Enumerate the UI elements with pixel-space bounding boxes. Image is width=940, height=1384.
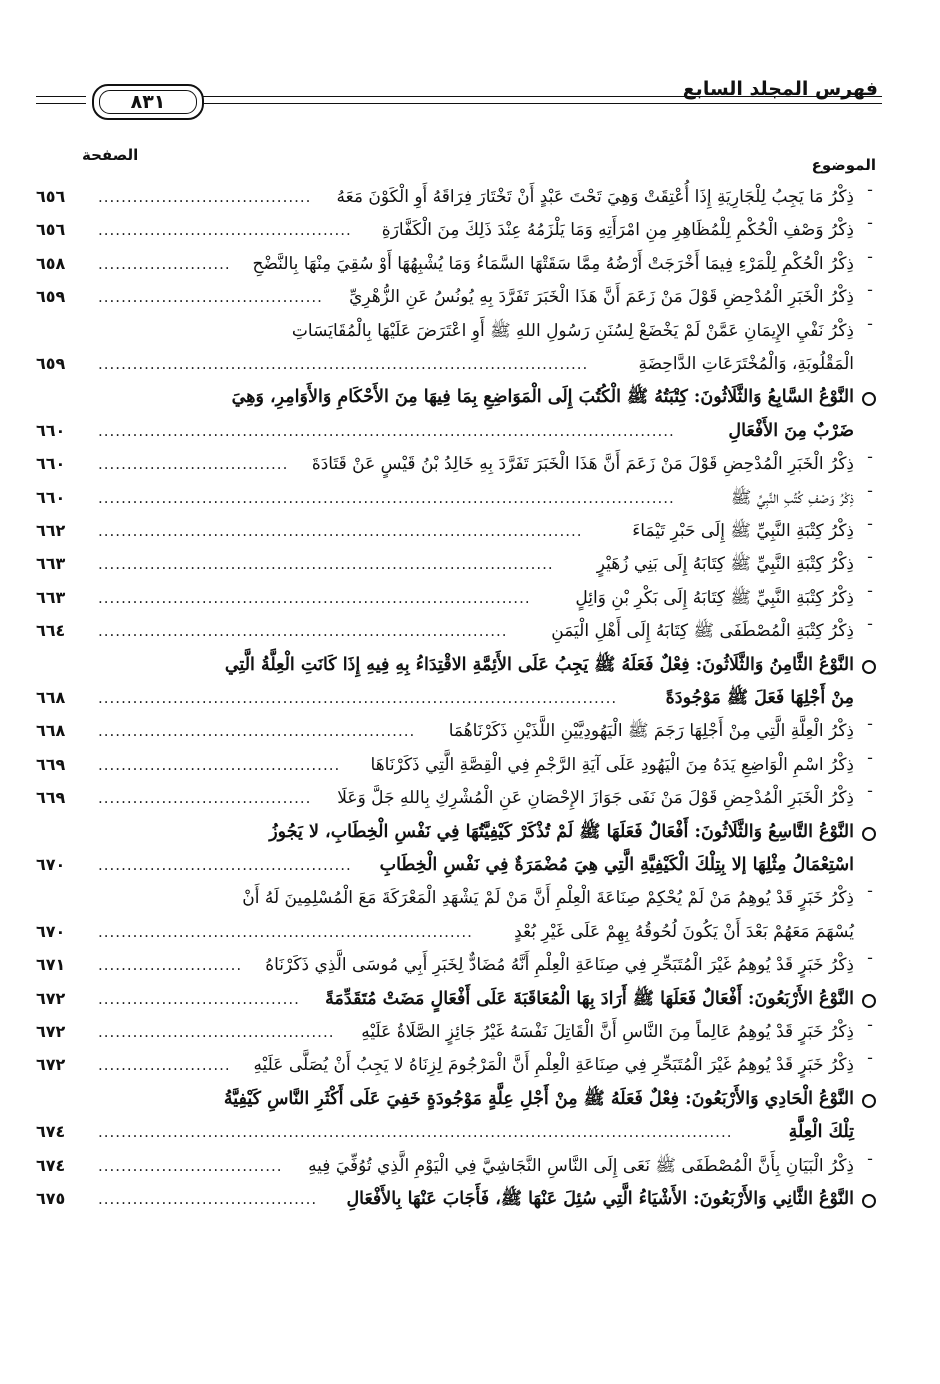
index-entry	[36, 614, 880, 647]
dash-bullet-icon: -	[867, 948, 873, 968]
entry-text-line: ذِكْرُ مَا يَجِبُ لِلْجَارِيَةِ إِذَا أُعْتِقَتْ وَهِيَ تَحْتَ عَبْدٍ أَنْ تَخْتَارَ فِرَاقَهُ أَوِ الْكَوْنَ مَعَهُ	[336, 187, 854, 207]
index-entry	[36, 314, 880, 381]
leader-dots: ....................................................................................................	[98, 488, 675, 507]
leader-dots: .......................................................................	[98, 622, 508, 641]
dash-bullet-icon: -	[867, 246, 873, 266]
index-entry	[36, 1048, 880, 1081]
entry-page-number: ٦٧٠	[36, 854, 66, 874]
circle-bullet-icon	[862, 1194, 876, 1208]
entry-text-line: يُسْهَمَ مَعَهُمْ بَعْدَ أَنْ يَكُونَ لُحُوقُهُ بِهِمْ عَلَى غَيْرِ بُعْدٍ	[514, 921, 854, 942]
leader-dots: .......................	[98, 254, 231, 273]
entry-text-line: ذِكْرُ خَبَرٍ قَدْ يُوهِمُ عَالِماً مِنَ النَّاسِ أَنَّ الْقَاتِلَ نَفْسَهُ غَيْرُ جَائِزٍ الصَّلَاةُ عَلَيْهِ	[361, 1022, 854, 1042]
entry-page-number: ٦٦٠	[36, 420, 66, 440]
index-section-heading	[36, 648, 880, 715]
entry-page-number: ٦٧٠	[36, 921, 66, 941]
index-entry	[36, 247, 880, 280]
entry-text-line: النَّوْعُ السَّابِعُ وَالثَّلَاثُونَ: كِتْبَتُهُ ﷺ الْكُتُبَ إِلَى الْمَوَاضِعِ بِمَا فِيهَا مِنَ الأَحْكَامِ وَالأَوَامِرِ، وَهِيَ	[231, 387, 854, 408]
dash-bullet-icon: -	[867, 480, 873, 500]
leader-dots: .................................................................	[98, 922, 473, 941]
circle-bullet-icon	[862, 827, 876, 841]
page-number: ٨٣١	[99, 90, 197, 114]
leader-dots: ............................................	[98, 221, 352, 240]
leader-dots: ............................................	[98, 855, 352, 874]
entry-text-line: ذِكْرُ وَصْفِ كُتُبِ النَّبِيِّ ﷺ	[730, 487, 854, 508]
circle-bullet-icon	[862, 1094, 876, 1108]
leader-dots: .....................................................................................	[98, 354, 589, 373]
dash-bullet-icon: -	[867, 1015, 873, 1034]
leader-dots: ..........................................................................................	[98, 688, 618, 707]
leader-dots: .................................	[98, 455, 289, 474]
leader-dots: .......................................................	[98, 722, 416, 741]
dash-bullet-icon: -	[867, 313, 873, 333]
entry-text-line: مِنْ أَجْلِهَا فَعَلَ ﷺ مَوْجُودَةً	[665, 687, 854, 708]
leader-dots: ...................................	[98, 989, 300, 1008]
entry-text-line: ذِكْرُ خَبَرٍ قَدْ يُوهِمُ مَنْ لَمْ يُحْكِمْ صِنَاعَةَ الْعِلْمِ أَنَّ مَنْ لَمْ يَشْهَدِ الْمَعْرَكَةَ مَعَ الْمُسْلِمِينَ لَهُ أَنْ	[242, 888, 854, 909]
entry-page-number: ٦٦٨	[36, 721, 66, 741]
index-entry	[36, 1015, 880, 1048]
entry-page-number: ٦٦٣	[36, 554, 66, 574]
entry-text-line: اسْتِعْمَالُ مِثْلِهَا إلا بِتِلْكَ الْكَيْفِيَّةِ الَّتِي هِيَ مُضْمَرَةٌ فِي نَفْسِ الْخِطَابِ	[379, 854, 854, 875]
leader-dots: ....................................................................................	[98, 522, 583, 540]
leader-dots: ..........................................	[98, 755, 341, 774]
circle-bullet-icon	[862, 994, 876, 1008]
index-entry	[36, 781, 880, 814]
index-entry	[36, 748, 880, 781]
entry-text-line: ذِكْرُ خَبَرٍ قَدْ يُوهِمُ غَيْرَ الْمُتَبَحِّرِ فِي صِنَاعَةِ الْعِلْمِ أَنَّهُ مُضَادٌّ لِخَبَرِ أَبِي مُوسَى الَّذِي ذَكَرْنَاهُ	[265, 955, 854, 976]
leader-dots: .......................	[98, 1056, 231, 1075]
entry-page-number: ٦٦٩	[36, 754, 66, 774]
entry-text-line: تِلْكَ الْعِلَّةِ	[788, 1122, 854, 1143]
topic-column-heading: الموضوع	[811, 156, 876, 174]
entry-page-number: ٦٥٦	[36, 220, 66, 240]
dash-bullet-icon: -	[867, 1148, 873, 1168]
index-entry	[36, 514, 880, 547]
leader-dots: .....................................	[98, 789, 312, 808]
entry-page-number: ٦٧٤	[36, 1122, 66, 1142]
index-entry	[36, 1149, 880, 1182]
dash-bullet-icon: -	[867, 781, 873, 801]
entry-page-number: ٦٥٩	[36, 287, 66, 307]
leader-dots: ......................................	[98, 1190, 318, 1208]
entry-page-number: ٦٧٢	[36, 1055, 66, 1075]
entry-text-line: الْمَقْلُوبَةِ، وَالْمُخْتَرَعَاتِ الدَّاحِضَةِ	[638, 353, 854, 374]
entry-text-line: النَّوْعُ الأَرْبَعُونَ: أَفْعَالٌ فَعَلَهَا ﷺ أَرَادَ بِهَا الْمُعَاقَبَةَ عَلَى أَفْعَالٍ مَضَتْ مُتَقَدِّمَةً	[325, 988, 854, 1009]
page-column-heading: الصفحة	[82, 146, 139, 164]
running-header-title: فهرس المجلد السابع	[682, 78, 878, 100]
entry-text-line: النَّوْعُ التَّاسِعُ وَالثَّلَاثُونَ: أَفْعَالٌ فَعَلَهَا ﷺ لَمْ تُذْكَرْ كَيْفِيَّتُهَا فِي نَفْسِ الْخِطَابِ، لا يَجُوزُ	[269, 821, 854, 842]
leader-dots: .......................................	[98, 288, 323, 307]
entry-page-number: ٦٧٢	[36, 1022, 66, 1041]
dash-bullet-icon: -	[867, 580, 873, 600]
entry-page-number: ٦٥٩	[36, 353, 66, 373]
index-section-heading	[36, 1182, 880, 1215]
entry-text-line: ذِكْرُ خَبَرٍ قَدْ يُوهِمُ غَيْرَ الْمُتَبَحِّرِ فِي صِنَاعَةِ الْعِلْمِ أَنَّ الْمَرْجُومَ لِزِنَاهُ لا يَجِبُ أَنْ يُصَلَّى عَلَيْهِ	[253, 1055, 854, 1076]
entry-page-number: ٦٧٢	[36, 988, 66, 1008]
entry-text-line: النَّوْعُ الثَّامِنُ وَالثَّلَاثُونَ: فِعْلٌ فَعَلَهُ ﷺ يَجِبُ عَلَى الأَئِمَّةِ الاقْتِدَاءُ بِهِ فِيهِ إِذَا كَانَتِ الْعِلَّةُ الَّتِي	[224, 654, 854, 675]
entry-text-line: ذِكْرُ كِتْبَةِ الْمُصْطَفَى ﷺ كِتَابَهُ إِلَى أَهْلِ الْيَمَنِ	[551, 621, 854, 642]
entry-page-number: ٦٧٤	[36, 1155, 66, 1175]
index-entry	[36, 180, 880, 213]
index-entry	[36, 481, 880, 514]
dash-bullet-icon: -	[867, 180, 873, 199]
entry-page-number: ٦٧٥	[36, 1189, 66, 1208]
dash-bullet-icon: -	[867, 714, 873, 734]
entry-text-line: ذِكْرُ الْخَبَرِ الْمُدْحِضِ قَوْلَ مَنْ نَفَى جَوَازَ الإِحْصَانِ عَنِ الْمُشْرِكِ بِاللهِ جَلَّ وَعَلَا	[337, 788, 854, 809]
entry-text-line: ذِكْرُ اسْمِ الْوَاضِعِ يَدَهُ مِنَ الْيَهُودِ عَلَى آيَةِ الرَّجْمِ فِي الْقِصَّةِ الَّتِي ذَكَرْنَاهَا	[370, 754, 854, 775]
entry-text-line: ذِكْرُ الْعِلَّةِ الَّتِي مِنْ أَجْلِهَا رَجَمَ ﷺ الْيَهُودِيَّيْنِ اللَّذَيْنِ ذَكَرْنَاهُمَا	[448, 721, 854, 742]
index-entry	[36, 881, 880, 948]
index-entry	[36, 447, 880, 480]
leader-dots: .........................................	[98, 1023, 335, 1041]
entry-text-line: النَّوْعُ الثَّانِي وَالأَرْبَعُونَ: الأَشْيَاءُ الَّتِي سُئِلَ عَنْهَا ﷺ، فَأَجَابَ عَنْهَا بِالأَفْعَالِ	[346, 1189, 854, 1209]
index-entry	[36, 948, 880, 981]
dash-bullet-icon: -	[867, 447, 873, 467]
index-section-heading	[36, 815, 880, 882]
index-entry	[36, 547, 880, 580]
entry-text-line: ذِكْرُ الْخَبَرِ الْمُدْحِضِ قَوْلَ مَنْ زَعَمَ أَنَّ هَذَا الْخَبَرَ تَفَرَّدَ بِهِ يُونُسُ عَنِ الزُّهْرِيِّ	[349, 287, 854, 308]
entry-text-line: النَّوْعُ الْحَادِي وَالأَرْبَعُونَ: فِعْلٌ فَعَلَهُ ﷺ مِنْ أَجْلِ عِلَّةٍ مَوْجُودَةٍ خَفِيَ عَلَى أَكْثَرِ النَّاسِ كَيْفِيَّةُ	[223, 1088, 854, 1109]
dash-bullet-icon: -	[867, 614, 873, 634]
dash-bullet-icon: -	[867, 280, 873, 300]
entry-text-line: ذِكْرُ الْحُكْمِ لِلْمَرْءِ فِيمَا أَخْرَجَتْ أَرْضُهُ مِمَّا سَقَتْهَا السَّمَاءُ وَمَا يُشْبِهُهَا أَوْ سُقِيَ مِنْهَا بِالنَّضْحِ	[252, 253, 854, 274]
index-section-heading	[36, 1082, 880, 1149]
entry-page-number: ٦٦٣	[36, 587, 66, 607]
dash-bullet-icon: -	[867, 547, 873, 567]
entry-text-line: ذِكْرُ كِتْبَةِ النَّبِيِّ ﷺ إِلَى حَبْرِ تَيْمَاءَ	[632, 521, 854, 541]
entry-page-number: ٦٥٨	[36, 253, 66, 273]
leader-dots: .........................	[98, 956, 243, 975]
entry-text-line: ذِكْرُ الْخَبَرِ الْمُدْحِضِ قَوْلَ مَنْ زَعَمَ أَنَّ هَذَا الْخَبَرَ تَفَرَّدَ بِهِ خَالِدُ بْنُ قَيْسٍ عَنْ قَتَادَةَ	[311, 454, 854, 475]
dash-bullet-icon: -	[867, 881, 873, 901]
entry-page-number: ٦٦٨	[36, 687, 66, 707]
index-entry	[36, 213, 880, 246]
index-entry	[36, 714, 880, 747]
leader-dots: ..............................................................................................................	[98, 1123, 733, 1142]
entry-page-number: ٦٥٦	[36, 187, 66, 206]
entry-text-line: ذِكْرُ كِتْبَةِ النَّبِيِّ ﷺ كِتَابَهُ إِلَى بَنِي زُهَيْرٍ	[596, 554, 854, 575]
circle-bullet-icon	[862, 660, 876, 674]
index-section-heading	[36, 982, 880, 1015]
entry-page-number: ٦٦٢	[36, 521, 66, 540]
index-entry	[36, 280, 880, 313]
entry-page-number: ٦٦٤	[36, 621, 66, 641]
index-section-heading	[36, 380, 880, 447]
index-entry	[36, 581, 880, 614]
dash-bullet-icon: -	[867, 747, 873, 767]
dash-bullet-icon: -	[867, 1048, 873, 1068]
entry-page-number: ٦٦٠	[36, 487, 66, 507]
entry-text-line: ضَرْبٌ مِنَ الأَفْعَالِ	[728, 420, 854, 441]
entry-text-line: ذِكْرُ نَفْيِ الإِيمَانِ عَمَّنْ لَمْ يَخْضَعْ لِسُنَنِ رَسُولِ اللهِ ﷺ أَوِ اعْتَرَضَ عَلَيْهَا بِالْمُقَايَسَاتِ	[291, 320, 854, 341]
entry-page-number: ٦٦٠	[36, 454, 66, 474]
entry-text-line: ذِكْرُ كِتْبَةِ النَّبِيِّ ﷺ كِتَابَهُ إِلَى بَكْرِ بْنِ وَائِلٍ	[575, 587, 854, 608]
entry-text-line: ذِكْرُ وَصْفِ الْحُكْمِ لِلْمُظَاهِرِ مِنِ امْرَأَتِهِ وَمَا يَلْزَمُهُ عِنْدَ ذَلِكَ مِنَ الْكَفَّارَةِ	[381, 220, 854, 241]
dash-bullet-icon: -	[867, 213, 873, 233]
circle-bullet-icon	[862, 392, 876, 406]
entry-page-number: ٦٧١	[36, 955, 66, 975]
entry-page-number: ٦٦٩	[36, 788, 66, 808]
leader-dots: .....................................	[98, 188, 312, 206]
leader-dots: ...........................................................................	[98, 588, 531, 607]
dash-bullet-icon: -	[867, 514, 873, 533]
leader-dots: ....................................................................................................	[98, 421, 675, 440]
entry-text-line: ذِكْرُ الْبَيَانِ بِأَنَّ الْمُصْطَفَى ﷺ نَعَى إِلَى النَّاسِ النَّجَاشِيَّ فِي الْيَوْمِ الَّذِي تُوُفِّيَ فِيهِ	[308, 1155, 854, 1176]
leader-dots: ...............................................................................	[98, 555, 554, 574]
leader-dots: ................................	[98, 1156, 283, 1175]
